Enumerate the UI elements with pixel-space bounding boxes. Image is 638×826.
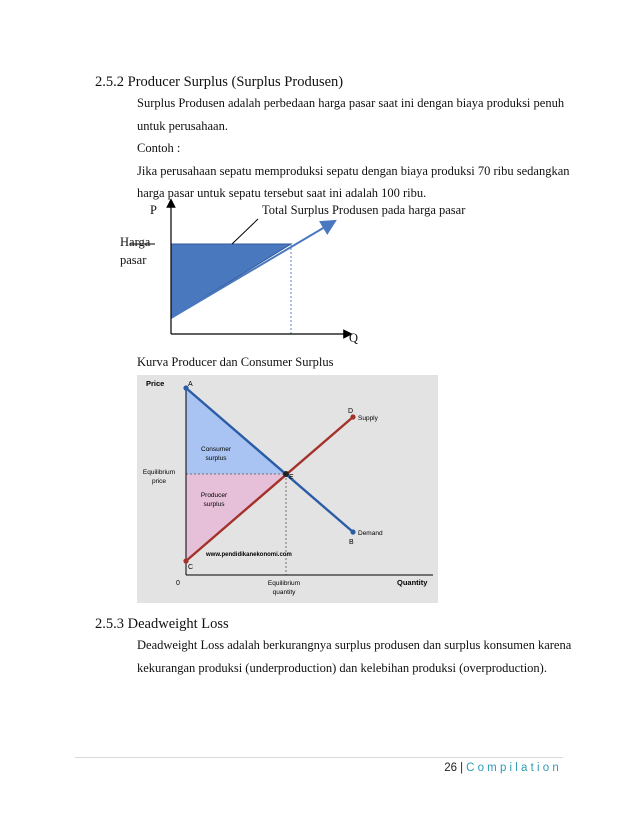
equilibrium-quantity-label-line2: quantity [272,589,296,596]
price-label-line2: pasar [120,253,147,267]
footer-text: Compilation [466,762,562,774]
surplus-chart [137,375,438,603]
price-label-line1: Harga [120,235,151,249]
label-d: D [348,408,354,415]
demand-label: Demand [358,530,383,537]
paragraph-line: untuk perusahaan. [137,118,228,133]
label-b: B [349,539,354,546]
x-axis-label: Q [349,331,359,345]
consumer-surplus-label-line2: surplus [205,455,227,462]
section-heading-deadweight-loss: 2.5.3 Deadweight Loss [95,616,229,632]
callout-pointer-line [232,219,258,244]
label-a: A [188,381,193,388]
equilibrium-price-label-line2: price [151,478,167,485]
watermark: www.pendidikanekonomi.com [206,552,292,558]
price-axis-label: Price [146,379,165,388]
figure-caption: Kurva Producer dan Consumer Surplus [137,355,334,369]
producer-surplus-label-line2: surplus [203,501,225,508]
label-c: C [188,564,194,571]
footer-divider [75,757,563,758]
producer-surplus-paragraph [137,92,577,205]
origin-label: 0 [176,580,180,587]
page-number: 26 [444,762,458,774]
footer-separator: | [460,762,464,774]
paragraph-line: Surplus Produsen adalah perbedaan harga pasar saat ini dengan biaya produksi penuh [137,96,565,110]
equilibrium-price-label-line1: Equilibrium [142,469,176,476]
y-axis-label: P [150,203,157,217]
paragraph-line: kekurangan produksi (underproduction) dan kelebihan produksi (overproduction). [137,660,547,675]
paragraph-line: harga pasar untuk sepatu tersebut saat ini adalah 100 ribu. [137,186,427,200]
paragraph-line: Deadweight Loss adalah berkurangnya surplus produsen dan surplus konsumen karena [137,638,572,652]
label-e: E [289,474,294,481]
callout-label: Total Surplus Produsen pada harga pasar [262,203,466,217]
paragraph-line: Jika perusahaan sepatu memproduksi sepatu dengan biaya produksi 70 ribu sedangkan [137,163,570,178]
paragraph-line: Contoh : [137,141,181,155]
producer-surplus-label-line1: Producer [200,492,228,499]
quantity-axis-label: Quantity [397,578,428,587]
producer-surplus-figure [0,195,638,355]
supply-label: Supply [358,415,378,422]
page-footer [370,762,562,774]
section-heading-producer-surplus: 2.5.2 Producer Surplus (Surplus Produsen) [95,74,344,90]
deadweight-loss-paragraph [137,634,577,679]
equilibrium-quantity-label-line1: Equilibrium [267,580,301,587]
point-c [183,558,188,563]
point-d [350,414,355,419]
consumer-surplus-label-line1: Consumer [201,446,231,453]
point-b [350,529,355,534]
